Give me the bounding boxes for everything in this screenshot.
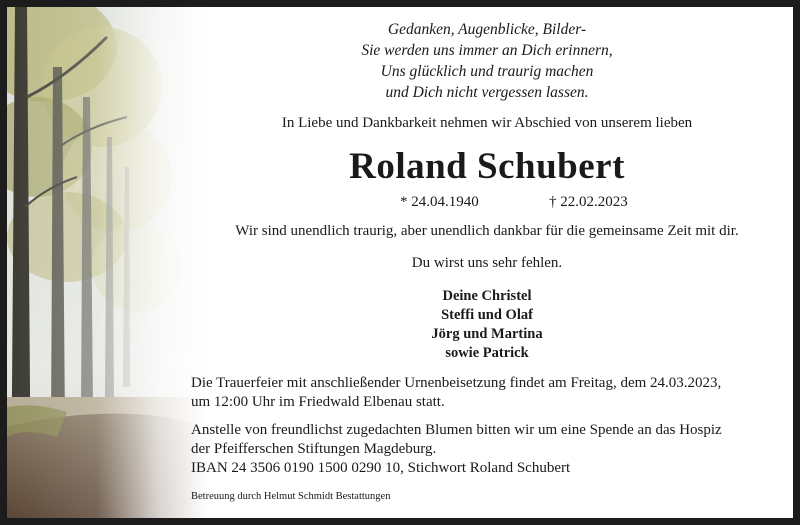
farewell-line: Du wirst uns sehr fehlen.: [411, 255, 563, 271]
memorial-poem: [187, 19, 787, 103]
mourner-name: sowie Patrick: [445, 345, 529, 361]
ceremony-line: um 12:00 Uhr im Friedwald Elbenau statt.: [191, 394, 445, 410]
poem-line: Gedanken, Augenblicke, Bilder-: [387, 21, 587, 38]
poem-line: und Dich nicht vergessen lassen.: [385, 84, 589, 101]
donation-notice: [191, 421, 787, 478]
intro-line: In Liebe und Dankbarkeit nehmen wir Abschied von unserem lieben: [281, 115, 693, 131]
birth-date: * 24.04.1940: [400, 194, 479, 210]
deceased-name: Roland Schubert: [349, 146, 625, 187]
mourner-name: Steffi und Olaf: [441, 307, 533, 323]
mourners-list: [187, 287, 787, 363]
iban-line: IBAN 24 3506 0190 1500 0290 10, Stichwort Roland Schubert: [191, 460, 571, 476]
poem-line: Sie werden uns immer an Dich erinnern,: [361, 42, 613, 59]
mourner-name: Jörg und Martina: [431, 326, 543, 342]
donation-line: der Pfeifferschen Stiftungen Magdeburg.: [191, 441, 437, 457]
gratitude-line: Wir sind unendlich traurig, aber unendlich dankbar für die gemeinsame Zeit mit dir.: [235, 223, 739, 239]
obituary-text: [187, 7, 787, 518]
poem-line: Uns glücklich und traurig machen: [380, 63, 594, 80]
death-date: † 22.02.2023: [549, 194, 628, 210]
donation-line: Anstelle von freundlichst zugedachten Blumen bitten wir um eine Spende an das Hospiz: [191, 422, 722, 438]
ceremony-notice: [191, 374, 787, 412]
mourner-name: Deine Christel: [442, 288, 532, 304]
ceremony-line: Die Trauerfeier mit anschließender Urnenbeisetzung findet am Freitag, dem 24.03.2023,: [191, 375, 722, 391]
funeral-home-credit: Betreuung durch Helmut Schmidt Bestattungen: [191, 491, 391, 502]
tree-avenue-photo: [7, 7, 207, 518]
